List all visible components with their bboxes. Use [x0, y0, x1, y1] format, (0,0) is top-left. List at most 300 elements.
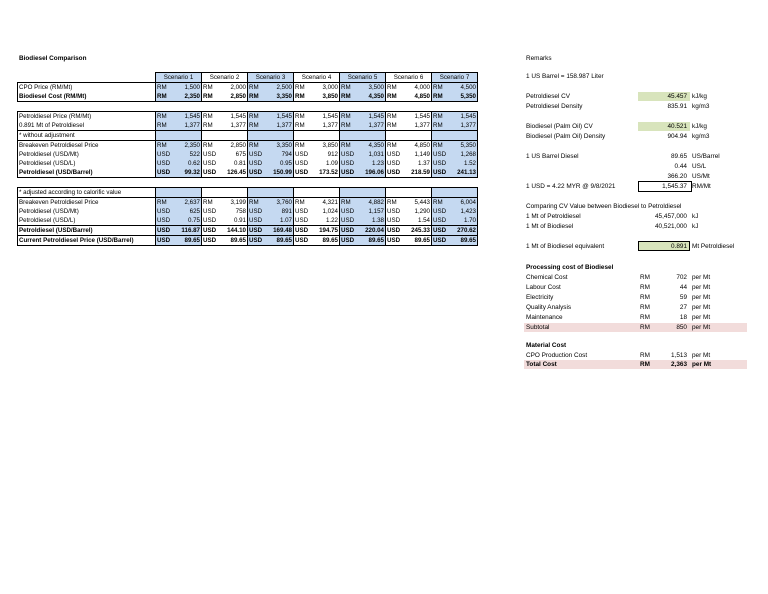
currency-cell	[202, 188, 219, 198]
value-cell: 89.65	[356, 236, 386, 246]
cmp-title: Comparing CV Value between Biodiesel to Petroldiesel	[526, 203, 682, 210]
table-row	[18, 83, 478, 93]
currency-cell: RM	[340, 121, 357, 131]
value-cell: 2,850	[218, 92, 248, 102]
processing-item-value: 702	[676, 274, 687, 281]
currency-cell	[156, 131, 173, 141]
remarks-title: Remarks	[526, 55, 552, 62]
currency-cell: USD	[203, 159, 217, 167]
scenario-header-6: Scenario 6	[386, 73, 432, 83]
row-label: Petroldiesel (USD/L)	[18, 216, 156, 226]
value-cell: 89.65	[264, 236, 294, 246]
value-cell: 1,031	[356, 150, 386, 159]
row-label: Biodiesel Cost (RM/Mt)	[18, 92, 156, 102]
currency-cell: RM	[294, 92, 311, 102]
table-header-row	[18, 73, 478, 83]
value-cell: 891	[264, 207, 294, 216]
value-cell: 1,377	[310, 121, 340, 131]
value-cell: 1,290	[402, 207, 432, 216]
value-cell	[172, 131, 202, 141]
currency-cell: RM	[156, 141, 173, 151]
total-cost-currency: RM	[640, 361, 650, 368]
subtotal-highlight	[524, 323, 747, 332]
value-cell: 4,882	[356, 198, 386, 208]
table-row	[18, 236, 478, 246]
currency-cell: USD	[387, 150, 401, 158]
currency-cell: USD	[341, 236, 355, 244]
value-cell: 169.48	[264, 226, 294, 236]
row-label: CPO Price (RM/Mt)	[18, 83, 156, 93]
value-cell	[448, 131, 478, 141]
value-cell: 2,850	[218, 141, 248, 151]
spacer-cell	[18, 102, 478, 112]
currency-cell: USD	[341, 226, 355, 234]
total-cost-label: Total Cost	[526, 361, 557, 368]
value-cell: 1.22	[310, 216, 340, 226]
currency-cell: RM	[294, 121, 311, 131]
row-label: 0.891 Mt of Petroldiesel	[18, 121, 156, 131]
total-cost-value: 2,363	[671, 361, 687, 368]
currency-cell: USD	[157, 216, 171, 224]
currency-cell: USD	[295, 168, 309, 176]
currency-cell: RM	[203, 198, 213, 206]
processing-item-label: Quality Analysis	[526, 304, 572, 311]
row-label: Petroldiesel (USD/Barrel)	[18, 226, 156, 236]
value-cell: 1,024	[310, 207, 340, 216]
subtotal-label: Subtotal	[526, 324, 550, 331]
currency-cell: RM	[295, 198, 305, 206]
subtotal-unit: per Mt	[692, 324, 711, 331]
value-cell: 625	[172, 207, 202, 216]
currency-cell: RM	[294, 112, 311, 122]
value-cell: 2,500	[264, 83, 294, 93]
currency-cell: USD	[203, 226, 217, 234]
cpo-cost-unit: per Mt	[692, 352, 711, 359]
currency-cell: USD	[295, 216, 309, 224]
currency-cell: USD	[249, 236, 263, 244]
currency-cell: RM	[432, 141, 449, 151]
currency-cell: RM	[432, 198, 449, 208]
value-cell: 0.62	[172, 159, 202, 168]
currency-cell: USD	[203, 216, 217, 224]
bcv-unit: kJ/kg	[692, 123, 707, 130]
eq-label: 1 Mt of Biodiesel equivalent	[526, 243, 605, 250]
currency-cell: RM	[156, 83, 173, 93]
value-cell: 245.33	[402, 226, 432, 236]
value-cell: 0.95	[264, 159, 294, 168]
currency-cell	[432, 188, 449, 198]
currency-cell: RM	[248, 92, 265, 102]
currency-cell: USD	[295, 236, 309, 244]
bcv-value: 40.521	[667, 123, 687, 130]
pden-unit: kg/m3	[692, 103, 710, 110]
value-cell: 1,500	[172, 83, 202, 93]
table-row	[18, 216, 478, 226]
spacer-row	[18, 178, 478, 188]
scenario-header-2: Scenario 2	[202, 73, 248, 83]
processing-item-value: 27	[679, 304, 687, 311]
subtotal-currency: RM	[640, 324, 650, 331]
usb-value-1: 89.65	[671, 153, 687, 160]
currency-cell: USD	[433, 150, 447, 158]
currency-cell: USD	[203, 168, 217, 176]
currency-cell: USD	[203, 150, 217, 158]
value-cell: 2,350	[172, 92, 202, 102]
value-cell: 196.06	[356, 168, 386, 178]
table-row	[18, 131, 478, 141]
processing-item-unit: per Mt	[692, 284, 711, 291]
currency-cell: RM	[156, 198, 173, 208]
value-cell: 126.45	[218, 168, 248, 178]
currency-cell: USD	[341, 207, 355, 215]
value-cell: 1.54	[402, 216, 432, 226]
table-row	[18, 159, 478, 168]
value-cell: 1,268	[448, 150, 478, 159]
usb-value-2: 0.44	[674, 163, 687, 170]
processing-item-unit: per Mt	[692, 304, 711, 311]
pden-label: Petroldiesel Density	[526, 103, 583, 110]
value-cell: 1,545	[264, 112, 294, 122]
currency-cell: RM	[202, 92, 219, 102]
pcv-label: Petroldiesel CV	[526, 93, 571, 100]
table-row	[18, 112, 478, 122]
value-cell: 99.32	[172, 168, 202, 178]
currency-cell: RM	[248, 112, 265, 122]
currency-cell: RM	[202, 83, 219, 93]
value-cell	[218, 131, 248, 141]
currency-cell: RM	[386, 92, 403, 102]
value-cell: 1.23	[356, 159, 386, 168]
row-label: Breakeven Petroldiesel Price	[18, 141, 156, 151]
fx-value: 1,545.37	[662, 183, 687, 190]
usb-unit-1: US/Barrel	[692, 153, 720, 160]
currency-cell: USD	[203, 207, 217, 215]
currency-cell: USD	[249, 207, 263, 215]
cpo-cost-value: 1,513	[671, 352, 687, 359]
processing-item-label: Electricity	[526, 294, 554, 301]
value-cell: 794	[264, 150, 294, 159]
currency-cell: USD	[295, 150, 309, 158]
value-cell	[356, 131, 386, 141]
value-cell	[264, 131, 294, 141]
currency-cell: USD	[387, 168, 401, 176]
usb-unit-2: US/L	[692, 163, 707, 170]
value-cell: 1,545	[310, 112, 340, 122]
processing-item-unit: per Mt	[692, 274, 711, 281]
value-cell: 1,377	[402, 121, 432, 131]
currency-cell: USD	[157, 150, 171, 158]
value-cell: 0.91	[218, 216, 248, 226]
table-row	[18, 226, 478, 236]
row-label: Petroldiesel (USD/Mt)	[18, 150, 156, 159]
currency-cell: RM	[386, 121, 403, 131]
currency-cell: RM	[248, 83, 265, 93]
currency-cell: RM	[340, 83, 357, 93]
subtotal-value: 850	[676, 324, 687, 331]
scenario-header-1: Scenario 1	[156, 73, 202, 83]
currency-cell: USD	[157, 207, 171, 215]
currency-cell: RM	[432, 92, 449, 102]
cmp2-value: 40,521,000	[655, 223, 687, 230]
value-cell: 1,545	[172, 112, 202, 122]
table-row	[18, 168, 478, 178]
currency-cell: RM	[248, 121, 265, 131]
cmp1-unit: kJ	[692, 213, 699, 220]
value-cell: 522	[172, 150, 202, 159]
value-cell: 758	[218, 207, 248, 216]
table-row	[18, 92, 478, 102]
eq-value: 0.891	[671, 243, 687, 250]
currency-cell	[432, 131, 449, 141]
currency-cell: USD	[341, 150, 355, 158]
processing-item-currency: RM	[640, 304, 650, 311]
fx-unit: RM/Mt	[692, 183, 711, 190]
value-cell: 1,423	[448, 207, 478, 216]
value-cell: 116.87	[172, 226, 202, 236]
cmp2-label: 1 Mt of Biodiesel	[526, 223, 574, 230]
value-cell: 4,350	[356, 92, 386, 102]
usb-label: 1 US Barrel Diesel	[526, 153, 579, 160]
barrel-conversion: 1 US Barrel = 158.987 Liter	[526, 73, 604, 80]
value-cell: 3,850	[310, 92, 340, 102]
material-title: Material Cost	[526, 342, 567, 349]
row-label: Petroldiesel Price (RM/Mt)	[18, 112, 156, 122]
page-title: Biodiesel Comparison	[19, 55, 87, 62]
row-label: * adjusted according to calorific value	[18, 188, 156, 198]
row-label: Current Petroldiesel Price (USD/Barrel)	[18, 236, 156, 246]
value-cell: 4,850	[402, 141, 432, 151]
currency-cell: RM	[386, 83, 403, 93]
table-row	[18, 150, 478, 159]
currency-cell: RM	[156, 112, 173, 122]
currency-cell: RM	[248, 141, 265, 151]
value-cell: 4,850	[402, 92, 432, 102]
currency-cell: USD	[387, 159, 401, 167]
processing-item-label: Labour Cost	[526, 284, 561, 291]
value-cell: 1,157	[356, 207, 386, 216]
value-cell: 220.04	[356, 226, 386, 236]
value-cell: 5,443	[402, 198, 432, 208]
currency-cell: USD	[387, 216, 401, 224]
table-row	[18, 207, 478, 216]
processing-title: Processing cost of Biodiesel	[526, 264, 614, 271]
eq-unit: Mt Petroldiesel	[692, 243, 735, 250]
currency-cell: RM	[340, 198, 357, 208]
value-cell: 89.65	[218, 236, 248, 246]
row-label: * without adjustment	[18, 131, 156, 141]
usb-value-3: 366.20	[667, 173, 687, 180]
currency-cell	[386, 188, 403, 198]
currency-cell: USD	[157, 168, 171, 176]
processing-item-currency: RM	[640, 294, 650, 301]
value-cell: 5,350	[448, 141, 478, 151]
value-cell: 0.81	[218, 159, 248, 168]
table-row	[18, 198, 478, 208]
currency-cell: USD	[433, 159, 447, 167]
currency-cell	[156, 188, 173, 198]
currency-cell: RM	[432, 121, 449, 131]
value-cell: 1,377	[448, 121, 478, 131]
processing-item-unit: per Mt	[692, 294, 711, 301]
currency-cell: RM	[340, 141, 357, 151]
row-label: Petroldiesel (USD/L)	[18, 159, 156, 168]
cpo-cost-label: CPO Production Cost	[526, 352, 588, 359]
currency-cell: USD	[249, 159, 263, 167]
currency-cell: RM	[202, 121, 219, 131]
cmp2-unit: kJ	[692, 223, 699, 230]
value-cell: 675	[218, 150, 248, 159]
value-cell: 218.59	[402, 168, 432, 178]
total-cost-unit: per Mt	[692, 361, 712, 368]
value-cell: 2,350	[172, 141, 202, 151]
value-cell: 1.37	[402, 159, 432, 168]
spacer-cell	[18, 178, 478, 188]
currency-cell: USD	[203, 236, 217, 244]
value-cell: 1,545	[356, 112, 386, 122]
value-cell: 89.65	[310, 236, 340, 246]
value-cell: 270.62	[448, 226, 478, 236]
value-cell: 1,149	[402, 150, 432, 159]
value-cell: 3,199	[218, 198, 248, 208]
currency-cell: USD	[249, 150, 263, 158]
bcv-label: Biodiesel (Palm Oil) CV	[526, 123, 593, 130]
value-cell: 3,000	[310, 83, 340, 93]
value-cell: 1,545	[448, 112, 478, 122]
currency-cell: USD	[341, 159, 355, 167]
currency-cell: RM	[202, 112, 219, 122]
total-highlight	[524, 360, 747, 369]
value-cell: 1,377	[218, 121, 248, 131]
value-cell: 1.07	[264, 216, 294, 226]
processing-item-value: 44	[679, 284, 687, 291]
value-cell: 1.70	[448, 216, 478, 226]
currency-cell	[294, 188, 311, 198]
value-cell: 2,637	[172, 198, 202, 208]
spacer-row	[18, 102, 478, 112]
currency-cell	[248, 188, 265, 198]
currency-cell: USD	[433, 216, 447, 224]
value-cell: 912	[310, 150, 340, 159]
value-cell: 4,350	[356, 141, 386, 151]
value-cell	[172, 188, 202, 198]
value-cell: 1.52	[448, 159, 478, 168]
currency-cell: RM	[340, 92, 357, 102]
currency-cell: USD	[433, 168, 447, 176]
value-cell	[264, 188, 294, 198]
currency-cell: RM	[386, 112, 403, 122]
value-cell: 1.09	[310, 159, 340, 168]
processing-item-label: Maintenance	[526, 314, 563, 321]
currency-cell: USD	[295, 159, 309, 167]
processing-item-label: Chemical Cost	[526, 274, 568, 281]
currency-cell: RM	[432, 112, 449, 122]
value-cell: 4,000	[402, 83, 432, 93]
bden-value: 904.94	[667, 133, 687, 140]
row-label: Petroldiesel (USD/Mt)	[18, 207, 156, 216]
value-cell	[402, 188, 432, 198]
currency-cell: USD	[341, 168, 355, 176]
processing-item-unit: per Mt	[692, 314, 711, 321]
cmp1-value: 45,457,000	[655, 213, 687, 220]
currency-cell: RM	[248, 198, 265, 208]
value-cell	[310, 131, 340, 141]
table-row	[18, 188, 478, 198]
currency-cell: USD	[157, 236, 171, 244]
value-cell: 1,377	[356, 121, 386, 131]
scenario-header-4: Scenario 4	[294, 73, 340, 83]
value-cell	[448, 188, 478, 198]
row-label: Breakeven Petroldiesel Price	[18, 198, 156, 208]
processing-item-value: 18	[679, 314, 687, 321]
scenario-header-7: Scenario 7	[432, 73, 478, 83]
usb-unit-3: US/Mt	[692, 173, 710, 180]
value-cell: 4,321	[310, 198, 340, 208]
processing-item-value: 59	[679, 294, 687, 301]
scenario-header-3: Scenario 3	[248, 73, 294, 83]
currency-cell: RM	[295, 141, 305, 149]
currency-cell: RM	[156, 92, 173, 102]
pcv-value: 45.457	[667, 93, 687, 100]
value-cell: 1,545	[402, 112, 432, 122]
currency-cell: USD	[387, 226, 401, 234]
value-cell: 1,545	[218, 112, 248, 122]
value-cell: 3,760	[264, 198, 294, 208]
fx-label: 1 USD = 4.22 MYR @ 9/8/2021	[526, 183, 616, 190]
cmp1-label: 1 Mt of Petroldiesel	[526, 213, 581, 220]
comparison-table	[17, 72, 478, 246]
currency-cell: USD	[387, 236, 401, 244]
currency-cell: RM	[387, 141, 397, 149]
cpo-cost-currency: RM	[640, 352, 650, 359]
value-cell: 89.65	[402, 236, 432, 246]
processing-item-currency: RM	[640, 274, 650, 281]
value-cell: 5,350	[448, 92, 478, 102]
value-cell: 89.65	[448, 236, 478, 246]
currency-cell: RM	[203, 141, 213, 149]
currency-cell: USD	[249, 226, 263, 234]
value-cell: 194.75	[310, 226, 340, 236]
value-cell: 150.99	[264, 168, 294, 178]
value-cell: 0.75	[172, 216, 202, 226]
row-label: Petroldiesel (USD/Barrel)	[18, 168, 156, 178]
value-cell: 144.10	[218, 226, 248, 236]
currency-cell: USD	[341, 216, 355, 224]
value-cell: 2,000	[218, 83, 248, 93]
value-cell	[356, 188, 386, 198]
currency-cell	[340, 188, 357, 198]
currency-cell: USD	[433, 236, 447, 244]
currency-cell: RM	[432, 83, 449, 93]
currency-cell	[386, 131, 403, 141]
table-row	[18, 121, 478, 131]
currency-cell: USD	[157, 159, 171, 167]
value-cell: 89.65	[172, 236, 202, 246]
currency-cell: USD	[295, 207, 309, 215]
currency-cell: RM	[387, 198, 397, 206]
currency-cell: USD	[295, 226, 309, 234]
currency-cell: USD	[433, 226, 447, 234]
currency-cell	[202, 131, 219, 141]
currency-cell: USD	[249, 216, 263, 224]
value-cell: 6,004	[448, 198, 478, 208]
scenario-header-5: Scenario 5	[340, 73, 386, 83]
value-cell	[218, 188, 248, 198]
currency-cell	[248, 131, 265, 141]
pden-value: 835.91	[667, 103, 687, 110]
value-cell: 173.52	[310, 168, 340, 178]
value-cell: 1,377	[172, 121, 202, 131]
value-cell: 1,377	[264, 121, 294, 131]
